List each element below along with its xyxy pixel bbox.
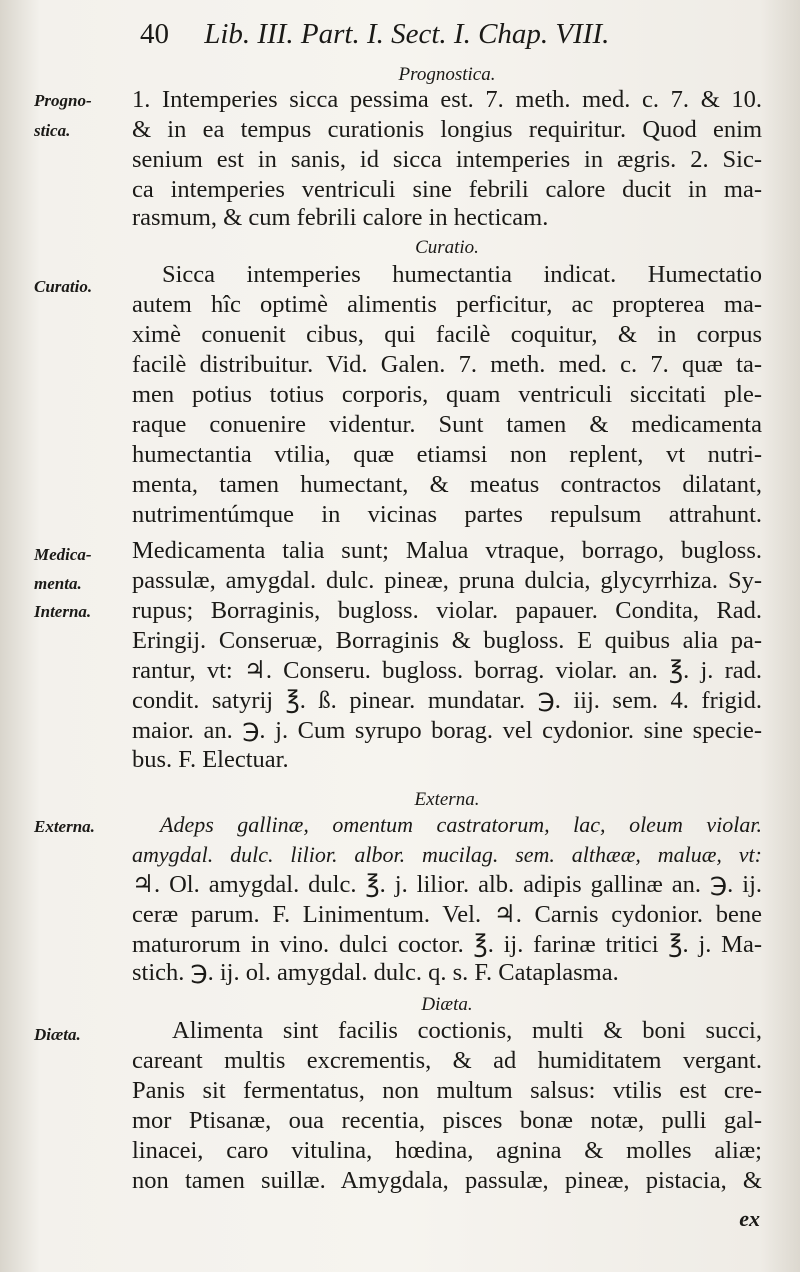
text-line: ximè conuenit cibus, qui facilè coquitur, & in corpus — [132, 321, 762, 348]
section-heading-diaeta: Diæta. — [421, 994, 473, 1015]
text-line: maturorum in vino. dulci coctor. ℥. ij. farinæ tritici ℥. j. Ma- — [132, 931, 762, 958]
text-line: raque conuenire videntur. Sunt tamen & medicamenta — [132, 411, 762, 438]
text-line: & in ea tempus curationis longius requiritur. Quod enim — [132, 116, 762, 143]
text-line: rantur, vt: ♃. Conseru. bugloss. borrag. violar. an. ℥. j. rad. — [132, 657, 762, 684]
margin-note-diaeta: Diæta. — [34, 1025, 81, 1044]
text-line: rupus; Borraginis, bugloss. violar. papauer. Condita, Rad. — [132, 597, 762, 624]
margin-note-medicamenta-1: Medica- — [34, 545, 92, 564]
margin-note-curatio: Curatio. — [34, 277, 93, 296]
margin-note-prognostica-2: stica. — [34, 121, 71, 140]
text-line: passulæ, amygdal. dulc. pineæ, pruna dulcia, glycyrrhiza. Sy- — [132, 567, 762, 594]
margin-note-medicamenta-2: menta. — [34, 574, 82, 593]
text-line: condit. satyrij ℥. ß. pinear. mundatar. ℈. iij. sem. 4. frigid. — [132, 687, 762, 714]
text-line: menta, tamen humectant, & meatus contractos dilatant, — [132, 471, 762, 498]
text-line: ceræ parum. F. Linimentum. Vel. ♃. Carnis cydonior. bene — [132, 901, 762, 928]
text-line: ♃. Ol. amygdal. dulc. ℥. j. lilior. alb. adipis gallinæ an. ℈. ij. — [132, 871, 762, 898]
text-line: amygdal. dulc. lilior. albor. mucilag. sem. althææ, maluæ, vt: — [132, 842, 762, 867]
running-title: Lib. III. Part. I. Sect. I. Chap. VIII. — [204, 18, 610, 50]
text-line: men potius totius corporis, quam ventriculi siccitati ple- — [132, 381, 762, 408]
text-line: Alimenta sint facilis coctionis, multi & boni succi, — [172, 1017, 762, 1044]
text-line: bus. F. Electuar. — [132, 746, 289, 773]
text-line: Sicca intemperies humectantia indicat. Humectatio — [162, 261, 762, 288]
text-line: mor Ptisanæ, oua recentia, pisces bonæ notæ, pulli gal- — [132, 1107, 762, 1134]
text-line: non tamen suillæ. Amygdala, passulæ, pineæ, pistacia, & — [132, 1167, 762, 1194]
text-line: Panis sit fermentatus, non multum salsus: vtilis est cre- — [132, 1077, 762, 1104]
text-line: careant multis excrementis, & ad humiditatem vergant. — [132, 1047, 762, 1074]
text-line: nutrimentúmque in vicinas partes repulsum attrahunt. — [132, 501, 762, 528]
text-line: Adeps gallinæ, omentum castratorum, lac, oleum violar. — [160, 812, 762, 837]
text-line: Medicamenta talia sunt; Malua vtraque, borrago, bugloss. — [132, 537, 762, 564]
text-line: 1. Intemperies sicca pessima est. 7. meth. med. c. 7. & 10. — [132, 86, 762, 113]
text-line: Eringij. Conseruæ, Borraginis & bugloss. E quibus alia pa- — [132, 627, 762, 654]
page-number: 40 — [140, 18, 169, 50]
text-line: stich. ℈. ij. ol. amygdal. dulc. q. s. F. Cataplasma. — [132, 959, 619, 986]
text-line: ca intemperies ventriculi sine febrili calore ducit in ma- — [132, 176, 762, 203]
section-heading-prognostica: Prognostica. — [398, 64, 496, 85]
section-heading-externa: Externa. — [414, 789, 480, 810]
text-line: autem hîc optimè alimentis perficitur, ac propterea ma- — [132, 291, 762, 318]
text-line: linacei, caro vitulina, hœdina, agnina & molles aliæ; — [132, 1137, 762, 1164]
text-line: maior. an. ℈. j. Cum syrupo borag. vel cydonior. sine specie- — [132, 717, 762, 744]
catchword: ex — [739, 1206, 760, 1231]
margin-note-externa: Externa. — [34, 817, 95, 836]
text-line: rasmum, & cum febrili calore in hecticam. — [132, 204, 549, 231]
text-line: senium est in sanis, id sicca intemperies in ægris. 2. Sic- — [132, 146, 762, 173]
margin-note-prognostica-1: Progno- — [34, 91, 92, 110]
text-line: humectantia vtilia, quæ etiamsi non replent, vt nutri- — [132, 441, 762, 468]
text-line: facilè distribuitur. Vid. Galen. 7. meth. med. c. 7. quæ ta- — [132, 351, 762, 378]
page-header — [140, 18, 760, 58]
section-heading-curatio: Curatio. — [415, 237, 479, 258]
margin-note-interna: Interna. — [34, 602, 92, 621]
